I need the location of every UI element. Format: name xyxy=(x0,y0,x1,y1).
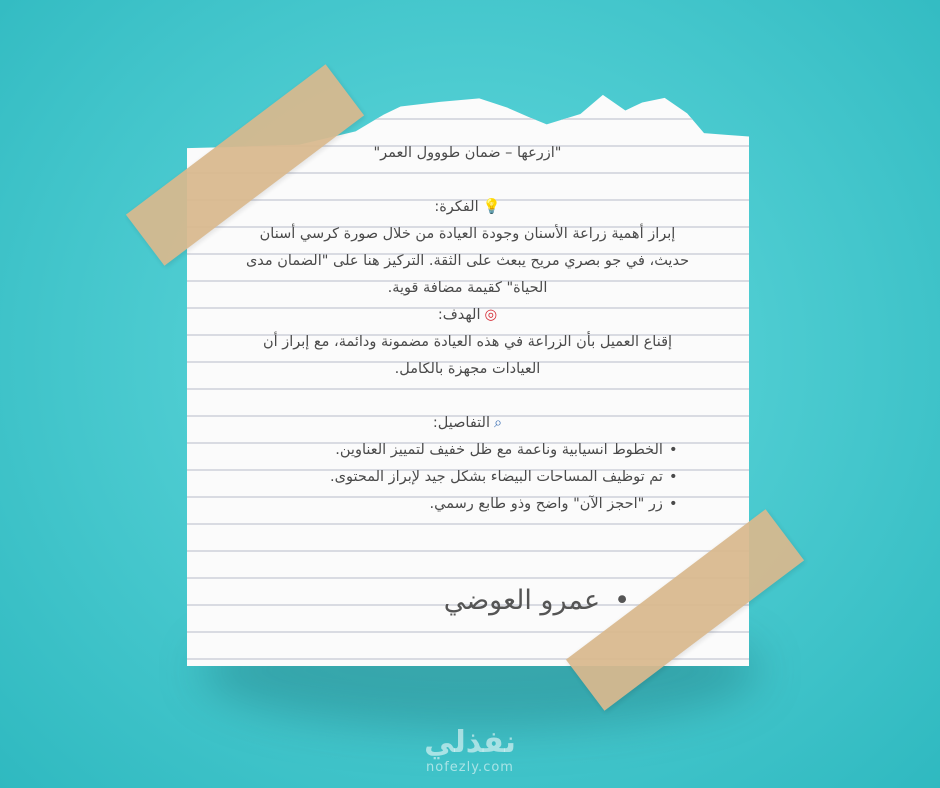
watermark-arabic: نفذلي xyxy=(424,725,516,760)
goal-line-1: إقناع العميل بأن الزراعة في هذه العيادة مضمونة ودائمة، مع إبراز أن xyxy=(262,334,673,350)
idea-line-2: حديث، في جو بصري مريح يبعث على الثقة. التركيز هنا على "الضمان مدى xyxy=(245,253,690,269)
bullet-icon: • xyxy=(668,442,678,458)
target-icon: ◎ xyxy=(484,307,498,323)
goal-heading-row xyxy=(200,302,735,329)
details-heading-row xyxy=(200,410,735,437)
signature-text: عمرو العوضي xyxy=(443,585,601,616)
details-list xyxy=(258,437,678,518)
signature xyxy=(390,585,630,616)
list-item: •زر "احجز الآن" واضح وذو طابع رسمي. xyxy=(429,496,678,512)
note-title: "ازرعها – ضمان طووول العمر" xyxy=(373,145,562,161)
goal-heading: الهدف: xyxy=(437,307,481,323)
bullet-icon: • xyxy=(668,496,678,512)
list-item: •تم توظيف المساحات البيضاء بشكل جيد لإبراز المحتوى. xyxy=(330,469,678,485)
idea-line-1: إبراز أهمية زراعة الأسنان وجودة العيادة من خلال صورة كرسي أسنان xyxy=(259,226,676,242)
bullet-icon: • xyxy=(668,469,678,485)
note-content xyxy=(200,140,735,518)
idea-heading-row xyxy=(200,194,735,221)
list-item: •الخطوط انسيابية وناعمة مع ظل خفيف لتمييز العناوين. xyxy=(335,442,678,458)
idea-heading: الفكرة: xyxy=(434,199,479,215)
details-heading: التفاصيل: xyxy=(432,415,490,431)
magnifier-icon: ⌕ xyxy=(494,415,503,431)
lightbulb-icon: 💡 xyxy=(482,199,501,215)
bullet-icon: • xyxy=(614,585,630,616)
idea-line-3: الحياة" كقيمة مضافة قوية. xyxy=(387,280,548,296)
watermark-logo xyxy=(395,726,545,776)
goal-line-2: العيادات مجهزة بالكامل. xyxy=(394,361,541,377)
watermark-url: nofezly.com xyxy=(426,760,514,775)
